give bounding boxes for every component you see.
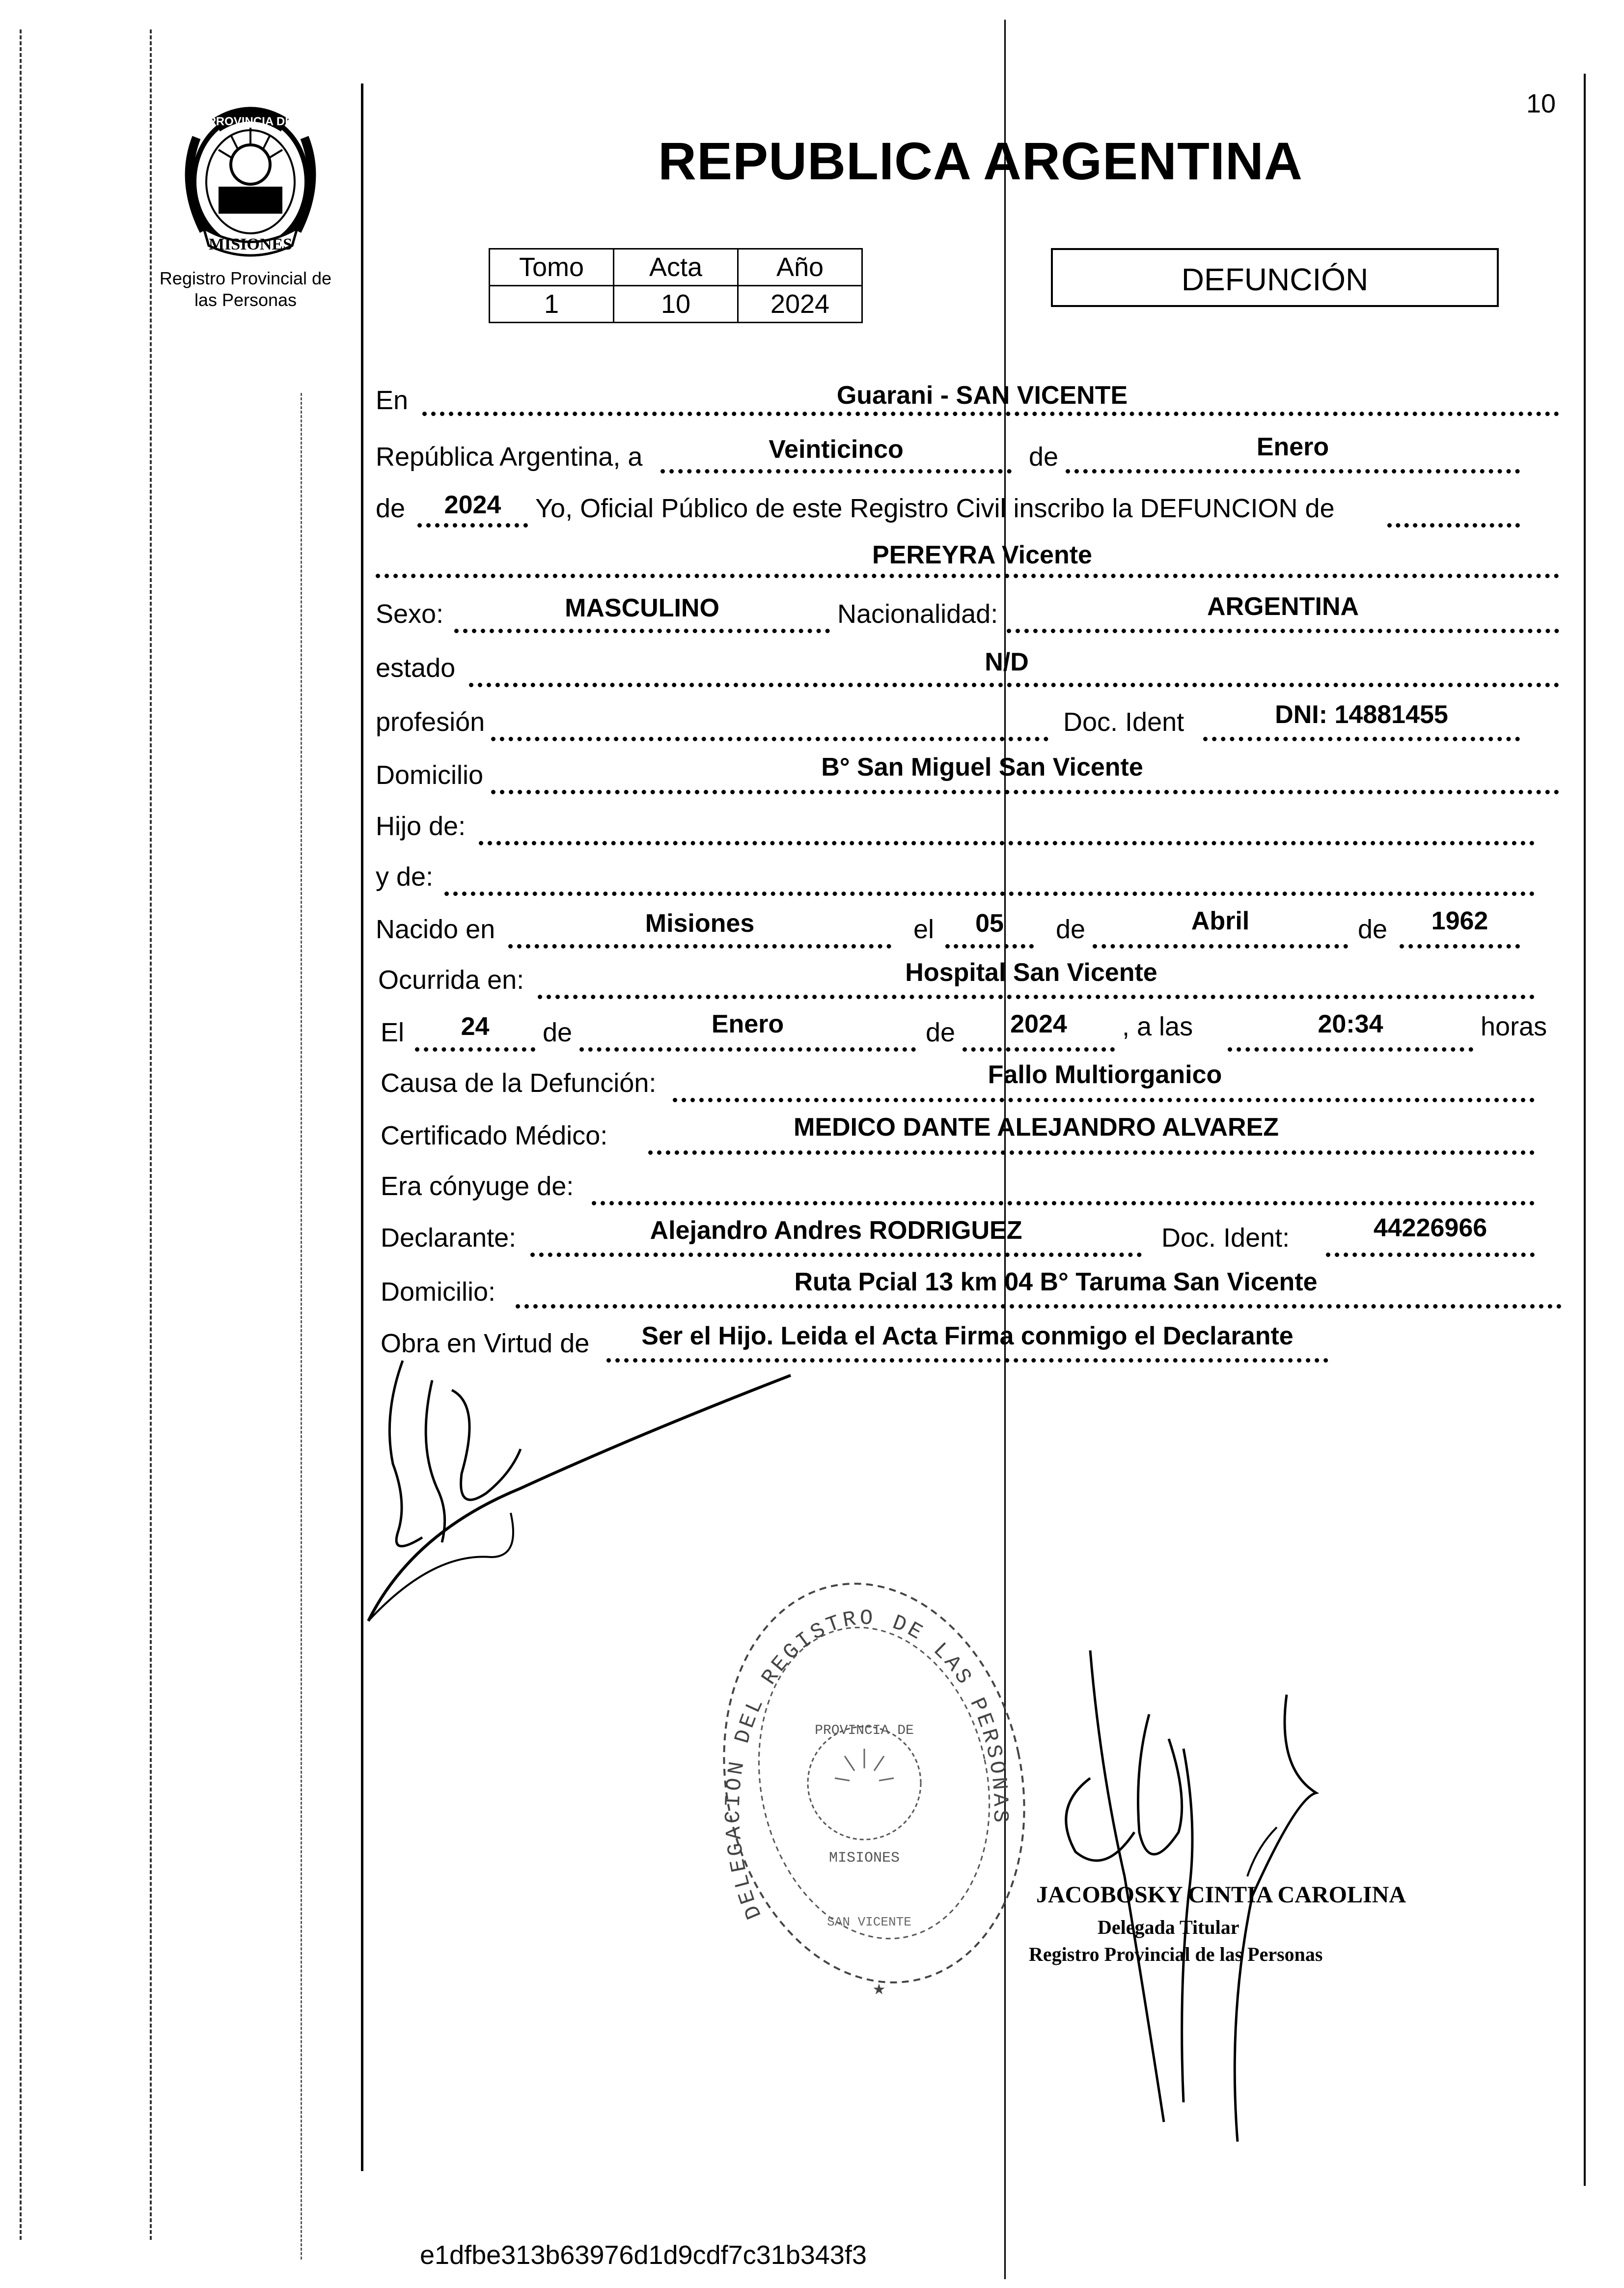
scan-guide-line (301, 393, 302, 2260)
decl-domicilio-line (516, 1304, 1562, 1309)
death-year-line (963, 1047, 1115, 1052)
doc-label: Doc. Ident (1063, 707, 1184, 737)
certificado-label: Certificado Médico: (381, 1121, 608, 1150)
ocurrida-label: Ocurrida en: (378, 965, 524, 995)
death-year: 2024 (1010, 1010, 1067, 1038)
yde-label: y de: (376, 862, 434, 892)
en-label: En (376, 386, 409, 415)
death-month-line (579, 1047, 916, 1052)
page-border-right (1584, 74, 1586, 2186)
page-title: REPUBLICA ARGENTINA (658, 131, 1303, 191)
decl-doc-line (1326, 1253, 1535, 1257)
death-day-line (415, 1047, 535, 1052)
birth-year: 1962 (1431, 907, 1488, 935)
official-office: Registro Provincial de las Personas (1029, 1943, 1323, 1965)
causa-label: Causa de la Defunción: (381, 1068, 657, 1098)
svg-text:DELEGACION DEL REGISTRO DE LAS: DELEGACION DEL REGISTRO DE LAS PERSONAS (721, 1606, 1013, 1923)
en-value: Guarani - SAN VICENTE (836, 381, 1128, 410)
inscribo-line (1387, 523, 1520, 528)
nacido-value: Misiones (645, 909, 755, 938)
official-role: Delegada Titular (1098, 1916, 1239, 1938)
registry-line-2: las Personas (194, 290, 297, 310)
de-label-3: de (1056, 915, 1086, 944)
estado-line (469, 683, 1559, 687)
de-label-5: de (543, 1018, 573, 1047)
hijo-line (479, 841, 1535, 845)
nacionalidad-label: Nacionalidad: (837, 599, 998, 629)
de-label-2: de (376, 494, 406, 523)
birth-day: 05 (975, 909, 1004, 938)
ocurrida-value: Hospital San Vicente (905, 958, 1157, 987)
domicilio-label: Domicilio (376, 760, 484, 790)
birth-month: Abril (1191, 907, 1250, 935)
sexo-value: MASCULINO (565, 594, 719, 622)
register-value-tomo: 1 (490, 286, 614, 323)
register-value-anio: 2024 (738, 286, 862, 323)
register-table (489, 248, 863, 323)
conyuge-line (592, 1201, 1535, 1205)
death-month: Enero (711, 1010, 784, 1038)
horas-label: horas (1481, 1012, 1547, 1041)
record-type-box: DEFUNCIÓN (1051, 248, 1499, 307)
obra-label: Obra en Virtud de (381, 1329, 590, 1358)
certificado-line (648, 1150, 1535, 1155)
nacionalidad-value: ARGENTINA (1207, 592, 1359, 621)
deceased-name-line (376, 574, 1559, 578)
svg-text:PROVINCIA DE: PROVINCIA DE (815, 1723, 914, 1738)
obra-value: Ser el Hijo. Leida el Acta Firma conmigo el Declarante (641, 1322, 1294, 1350)
deceased-name: PEREYRA Vicente (872, 541, 1092, 569)
year-value: 2024 (444, 491, 501, 519)
official-stamp (717, 1572, 1031, 2024)
svg-text:MISIONES: MISIONES (828, 1850, 900, 1867)
profesion-line (491, 737, 1048, 741)
declarante-label: Declarante: (381, 1223, 517, 1253)
register-value-acta: 10 (614, 286, 738, 323)
birth-month-line (1093, 944, 1348, 949)
month-value: Enero (1256, 433, 1329, 461)
ocurrida-line (538, 995, 1535, 999)
domicilio-line (491, 790, 1559, 794)
yde-line (444, 892, 1535, 896)
registry-line-1: Registro Provincial de (159, 268, 332, 288)
declarante-line (530, 1253, 1142, 1257)
hijo-label: Hijo de: (376, 811, 466, 841)
nacido-line (508, 944, 891, 949)
day-line (661, 469, 1012, 474)
month-line (1066, 469, 1520, 474)
svg-text:PROVINCIA DE: PROVINCIA DE (208, 115, 293, 128)
death-time-line (1228, 1047, 1473, 1052)
en-line (422, 412, 1559, 416)
register-header-tomo: Tomo (490, 249, 614, 286)
scan-guide-line (150, 29, 152, 2240)
day-value: Veinticinco (769, 435, 904, 464)
decl-doc-label: Doc. Ident: (1161, 1223, 1290, 1253)
causa-line (673, 1098, 1535, 1102)
decl-domicilio-value: Ruta Pcial 13 km 04 B° Taruma San Vicente (794, 1268, 1318, 1296)
doc-line (1203, 737, 1520, 741)
certificado-value: MEDICO DANTE ALEJANDRO ALVAREZ (794, 1113, 1279, 1142)
el-label: el (913, 915, 935, 944)
register-header-anio: Año (738, 249, 862, 286)
page-number: 10 (1526, 89, 1556, 118)
svg-text:MISIONES: MISIONES (208, 235, 293, 253)
declarante-value: Alejandro Andres RODRIGUEZ (650, 1216, 1022, 1245)
decl-domicilio-label: Domicilio: (381, 1277, 496, 1307)
de-label-4: de (1358, 915, 1388, 944)
estado-label: estado (376, 653, 456, 683)
domicilio-value: B° San Miguel San Vicente (821, 753, 1143, 781)
estado-value: N/D (985, 648, 1029, 676)
el-label-2: El (381, 1018, 405, 1047)
page-border-left (361, 84, 363, 2171)
official-name: JACOBOSKY CINTIA CAROLINA (1036, 1882, 1406, 1908)
registry-name (147, 268, 344, 311)
inscribo-text: Yo, Oficial Público de este Registro Civil inscribo la DEFUNCION de (535, 494, 1335, 523)
document-hash: e1dfbe313b63976d1d9cdf7c31b343f3 (420, 2240, 867, 2270)
death-time: 20:34 (1318, 1010, 1383, 1038)
profesion-label: profesión (376, 707, 485, 737)
causa-value: Fallo Multiorganico (988, 1060, 1222, 1089)
death-day: 24 (461, 1012, 490, 1041)
de-label-6: de (926, 1018, 956, 1047)
republica-label: República Argentina, a (376, 442, 643, 472)
svg-text:★: ★ (872, 1981, 886, 1998)
scan-guide-line (20, 29, 22, 2240)
coat-of-arms-logo (169, 98, 331, 260)
doc-value: DNI: 14881455 (1275, 700, 1448, 729)
svg-text:SAN VICENTE: SAN VICENTE (827, 1915, 911, 1929)
sexo-line (454, 629, 830, 633)
year-line (417, 523, 528, 528)
sexo-label: Sexo: (376, 599, 444, 629)
nacionalidad-line (1007, 629, 1559, 633)
birth-day-line (945, 944, 1034, 949)
de-label: de (1029, 442, 1059, 472)
birth-year-line (1400, 944, 1520, 949)
register-header-acta: Acta (614, 249, 738, 286)
nacido-label: Nacido en (376, 915, 495, 944)
decl-doc-value: 44226966 (1373, 1214, 1487, 1242)
conyuge-label: Era cónyuge de: (381, 1172, 574, 1201)
alas-label: , a las (1122, 1012, 1193, 1041)
